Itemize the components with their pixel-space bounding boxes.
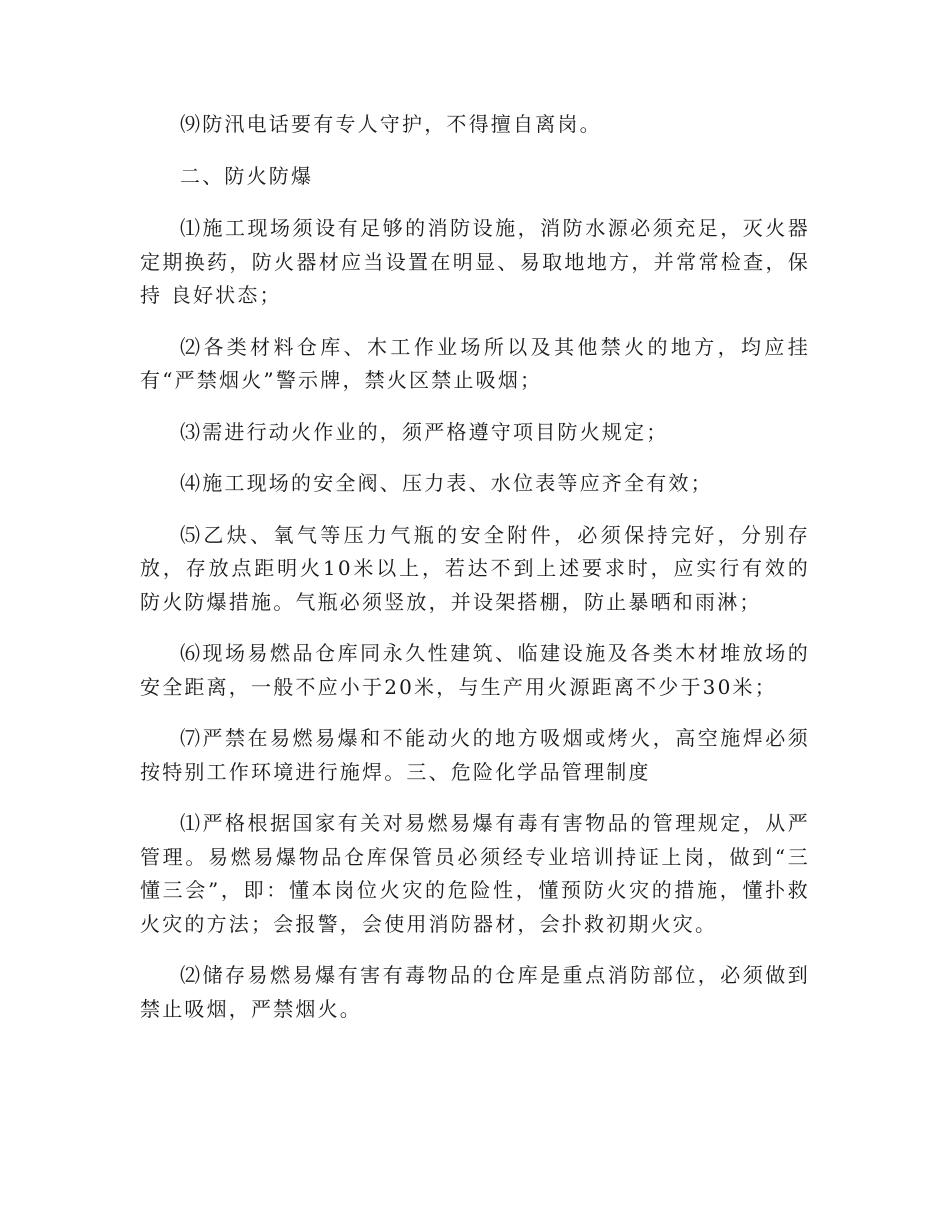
- paragraph-3-hot-work: ⑶需进行动火作业的，须严格遵守项目防火规定；: [180, 419, 669, 444]
- paragraph-6-warehouse-distance: ⑹现场易燃品仓库同永久性建筑、临建设施及各类木材堆放场的安全距离，一般不应小于20米，与生产用火源距离不少于30米；: [140, 641, 810, 699]
- paragraph-5-gas-cylinders: ⑸乙炔、氧气等压力气瓶的安全附件，必须保持完好，分别存放，存放点距明火10米以上，若达不到上述要求时，应实行有效的防火防爆措施。气瓶必须竖放，并设架搭棚，防止暴晒和雨淋；: [140, 522, 810, 614]
- section-heading-fire-explosion: 二、防火防爆: [180, 163, 314, 188]
- paragraph-7-no-smoking: ⑺严禁在易燃易爆和不能动火的地方吸烟或烤火，高空施焊必须按特别工作环境进行施焊。三、危险化学品管理制度: [140, 726, 810, 784]
- document-body: [140, 108, 810, 1044]
- paragraph-2-warning-signs: ⑵各类材料仓库、木工作业场所以及其他禁火的地方，均应挂有“严禁烟火”警示牌，禁火区禁止吸烟；: [140, 334, 810, 392]
- paragraph-9-flood-phone: ⑼防汛电话要有专人守护，不得擅自离岗。: [180, 112, 602, 136]
- paragraph-1-fire-facilities: ⑴施工现场须设有足够的消防设施，消防水源必须充足，灭火器定期换药，防火器材应当设置在明显、易取地地方，并常常检查，保持 良好状态；: [140, 216, 810, 307]
- paragraph-2-hazmat-storage: ⑵储存易燃易爆有害有毒物品的仓库是重点消防部位，必须做到禁止吸烟，严禁烟火。: [140, 963, 810, 1021]
- paragraph-4-safety-valves: ⑷施工现场的安全阀、压力表、水位表等应齐全有效；: [180, 471, 713, 495]
- paragraph-1-hazmat-management: ⑴严格根据国家有关对易燃易爆有毒有害物品的管理规定，从严管理。易燃易爆物品仓库保管员必须经专业培训持证上岗，做到“三懂三会”，即：懂本岗位火灾的危险性，懂预防火灾的措施，懂扑救火灾的方法；会报警，会使用消防器材，会扑救初期火灾。: [140, 811, 810, 936]
